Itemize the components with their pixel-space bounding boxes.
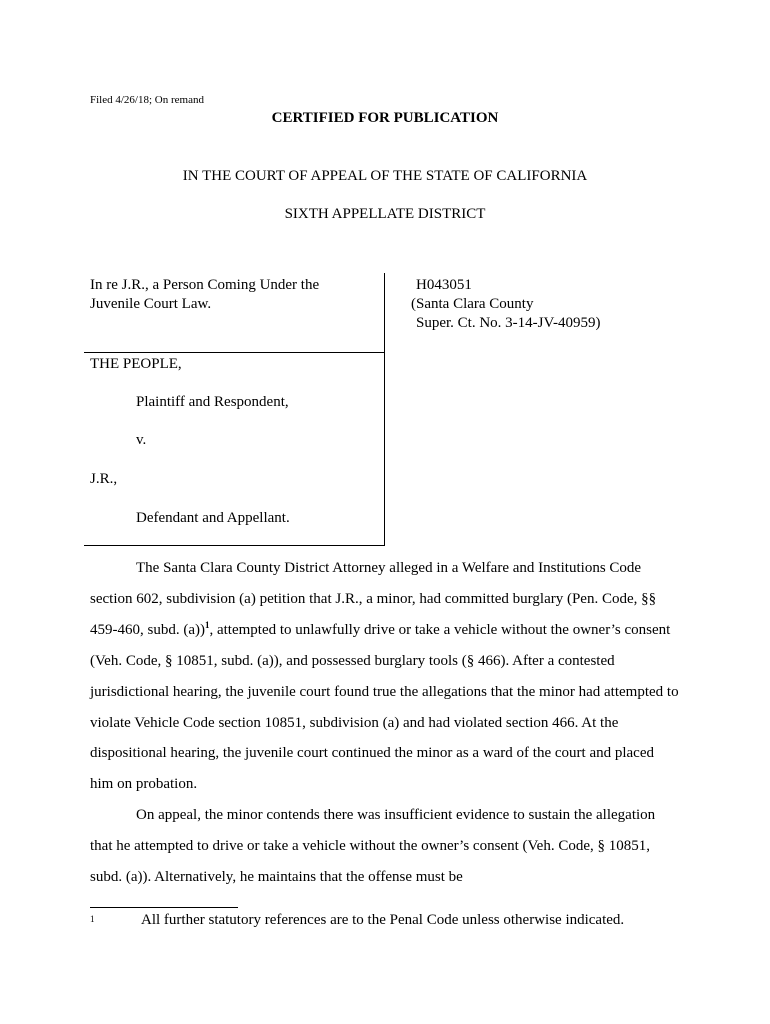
versus: v.	[136, 432, 147, 448]
county-line: (Santa Clara County	[411, 296, 534, 312]
party-people: THE PEOPLE,	[90, 356, 182, 372]
opinion-body	[90, 553, 680, 893]
footnote-reference[interactable]: 1	[204, 619, 210, 630]
footnote-rule	[90, 907, 238, 908]
paragraph-2: On appeal, the minor contends there was insufficient evidence to sustain the allegation that he attempted to drive or take a vehicle without the owner’s consent (Veh. Code, § 10851, subd. (a)). Alternatively, he maintains that the offense must be	[90, 807, 656, 886]
in-re-line-1: In re J.R., a Person Coming Under the	[90, 277, 320, 293]
in-re-line-2: Juvenile Court Law.	[90, 296, 212, 312]
caption-vertical-rule	[384, 273, 385, 545]
case-number: H043051	[416, 277, 472, 293]
superior-court-number: Super. Ct. No. 3-14-JV-40959)	[416, 315, 601, 331]
filed-notice: Filed 4/26/18; On remand	[90, 94, 204, 106]
court-name: IN THE COURT OF APPEAL OF THE STATE OF CALIFORNIA	[182, 168, 588, 184]
paragraph-1: The Santa Clara County District Attorney alleged in a Welfare and Institutions Code section 602, subdivision (a) petition that J.R., a minor, had committed burglary (Pen. Code, §§ 459-460, subd. (a))$^1$, attempted to unlawfully drive or take a vehicle without the owner’s consent (Veh. Code, § 10851, subd. (a)), and possessed burglary tools (§ 466). After a contested jurisdictional hearing, the juvenile court found true the allegations that the minor had attempted to violate Vehicle Code section 10851, subdivision (a) and had violated section 466. At the dispositional hearing, the juvenile court continued the minor as a ward of the court and placed him on probation.	[90, 560, 679, 793]
caption-bottom-rule	[84, 545, 385, 546]
caption-divider	[84, 352, 385, 353]
district-name: SIXTH APPELLATE DISTRICT	[284, 206, 486, 222]
party-defendant: J.R.,	[90, 471, 118, 487]
plaintiff-role: Plaintiff and Respondent,	[136, 394, 289, 410]
footnote-text: All further statutory references are to the Penal Code unless otherwise indicated.	[141, 912, 625, 928]
footnote-number: 1	[90, 914, 95, 924]
certification-heading: CERTIFIED FOR PUBLICATION	[271, 110, 499, 126]
defendant-role: Defendant and Appellant.	[136, 510, 290, 526]
